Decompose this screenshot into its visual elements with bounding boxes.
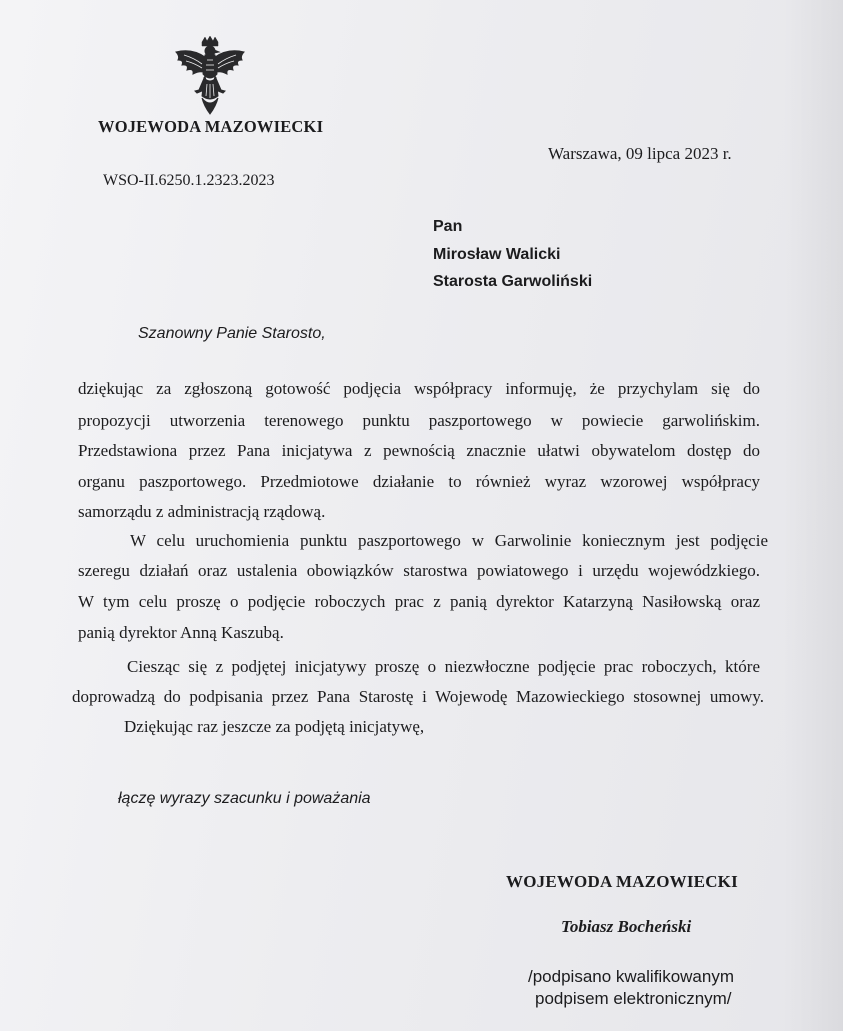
signature-office: WOJEWODA MAZOWIECKI bbox=[506, 872, 738, 891]
body-line: Przedstawiona przez Pana inicjatywa z pewnością znacznie ułatwi obywatelom dostęp do bbox=[78, 441, 760, 460]
issuing-office: WOJEWODA MAZOWIECKI bbox=[98, 117, 324, 136]
body-line: doprowadzą do podpisania przez Pana Starostę i Wojewodę Mazowieckiego stosownej umowy. bbox=[72, 687, 764, 706]
body-line: Dziękując raz jeszcze za podjętą inicjatywę, bbox=[124, 717, 425, 736]
place-and-date: Warszawa, 09 lipca 2023 r. bbox=[548, 144, 732, 163]
addressee-name: Mirosław Walicki bbox=[433, 246, 561, 263]
body-line: W tym celu proszę o podjęcie roboczych prac z panią dyrektor Katarzyną Nasiłowską oraz bbox=[78, 592, 760, 611]
body-line: szeregu działań oraz ustalenia obowiązków starostwa powiatowego i urzędu wojewódzkiego. bbox=[78, 561, 760, 580]
page-shading bbox=[783, 0, 843, 1031]
body-line: W celu uruchomienia punktu paszportowego w Garwolinie koniecznym jest podjęcie bbox=[130, 531, 768, 550]
electronic-signature-note: podpisem elektronicznym/ bbox=[535, 989, 732, 1008]
body-line: propozycji utworzenia terenowego punktu paszportowego w powiecie garwolińskim. bbox=[78, 411, 760, 430]
addressee-title: Pan bbox=[433, 218, 463, 235]
salutation: Szanowny Panie Starosto, bbox=[138, 325, 326, 342]
reference-number: WSO-II.6250.1.2323.2023 bbox=[103, 172, 275, 189]
signatory-name: Tobiasz Bocheński bbox=[561, 917, 692, 936]
closing-phrase: łączę wyrazy szacunku i poważania bbox=[118, 790, 371, 807]
electronic-signature-note: /podpisano kwalifikowanym bbox=[528, 967, 734, 986]
addressee-position: Starosta Garwoliński bbox=[433, 273, 593, 290]
body-line: samorządu z administracją rządową. bbox=[78, 502, 326, 521]
body-line: panią dyrektor Anną Kaszubą. bbox=[78, 623, 284, 642]
body-line: dziękując za zgłoszoną gotowość podjęcia współpracy informuję, że przychylam się do bbox=[78, 379, 760, 398]
polish-eagle-emblem-icon bbox=[172, 36, 248, 116]
body-line: organu paszportowego. Przedmiotowe działanie to również wyraz wzorowej współpracy bbox=[78, 472, 760, 491]
body-line: Ciesząc się z podjętej inicjatywy proszę o niezwłoczne podjęcie prac roboczych, które bbox=[127, 657, 760, 676]
